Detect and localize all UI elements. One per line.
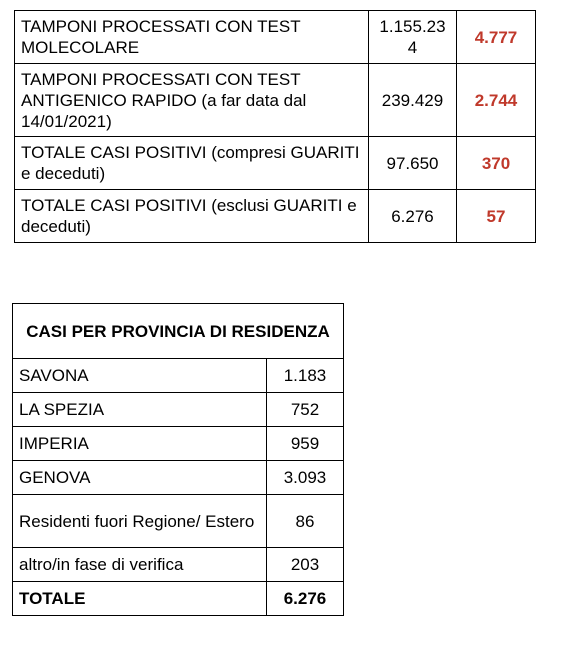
table-row: [13, 427, 344, 461]
province-name: GENOVA: [13, 461, 267, 495]
province-total-row: [13, 582, 344, 616]
province-total-value: 6.276: [267, 582, 344, 616]
province-value: 203: [267, 548, 344, 582]
table-row: [15, 64, 536, 137]
table-row: [15, 11, 536, 64]
summary-total: 6.276: [369, 190, 457, 243]
summary-label: TAMPONI PROCESSATI CON TEST ANTIGENICO RAPIDO (a far data dal 14/01/2021): [15, 64, 369, 137]
summary-total: 239.429: [369, 64, 457, 137]
summary-delta: 370: [457, 137, 536, 190]
summary-table: [14, 10, 536, 243]
table-row: [13, 461, 344, 495]
province-table-header: CASI PER PROVINCIA DI RESIDENZA: [13, 304, 344, 359]
summary-label: TAMPONI PROCESSATI CON TEST MOLECOLARE: [15, 11, 369, 64]
summary-label: TOTALE CASI POSITIVI (compresi GUARITI e deceduti): [15, 137, 369, 190]
province-name: SAVONA: [13, 359, 267, 393]
province-name: IMPERIA: [13, 427, 267, 461]
province-name: altro/in fase di verifica: [13, 548, 267, 582]
table-row: [13, 393, 344, 427]
table-row: [15, 137, 536, 190]
table-row: [15, 190, 536, 243]
province-value: 959: [267, 427, 344, 461]
province-total-label: TOTALE: [13, 582, 267, 616]
table-row: [13, 359, 344, 393]
province-value: 1.183: [267, 359, 344, 393]
province-value: 3.093: [267, 461, 344, 495]
table-row: [13, 548, 344, 582]
province-value: 752: [267, 393, 344, 427]
summary-total: 97.650: [369, 137, 457, 190]
summary-delta: 2.744: [457, 64, 536, 137]
province-name: LA SPEZIA: [13, 393, 267, 427]
table-row: [13, 495, 344, 548]
summary-delta: 57: [457, 190, 536, 243]
summary-label: TOTALE CASI POSITIVI (esclusi GUARITI e deceduti): [15, 190, 369, 243]
summary-total: [369, 11, 457, 64]
province-header-row: [13, 304, 344, 359]
province-value: 86: [267, 495, 344, 548]
province-table: [12, 303, 344, 616]
province-name: Residenti fuori Regione/ Estero: [13, 495, 267, 548]
summary-delta: 4.777: [457, 11, 536, 64]
summary-total-text: 1.155.23 4: [379, 17, 446, 57]
